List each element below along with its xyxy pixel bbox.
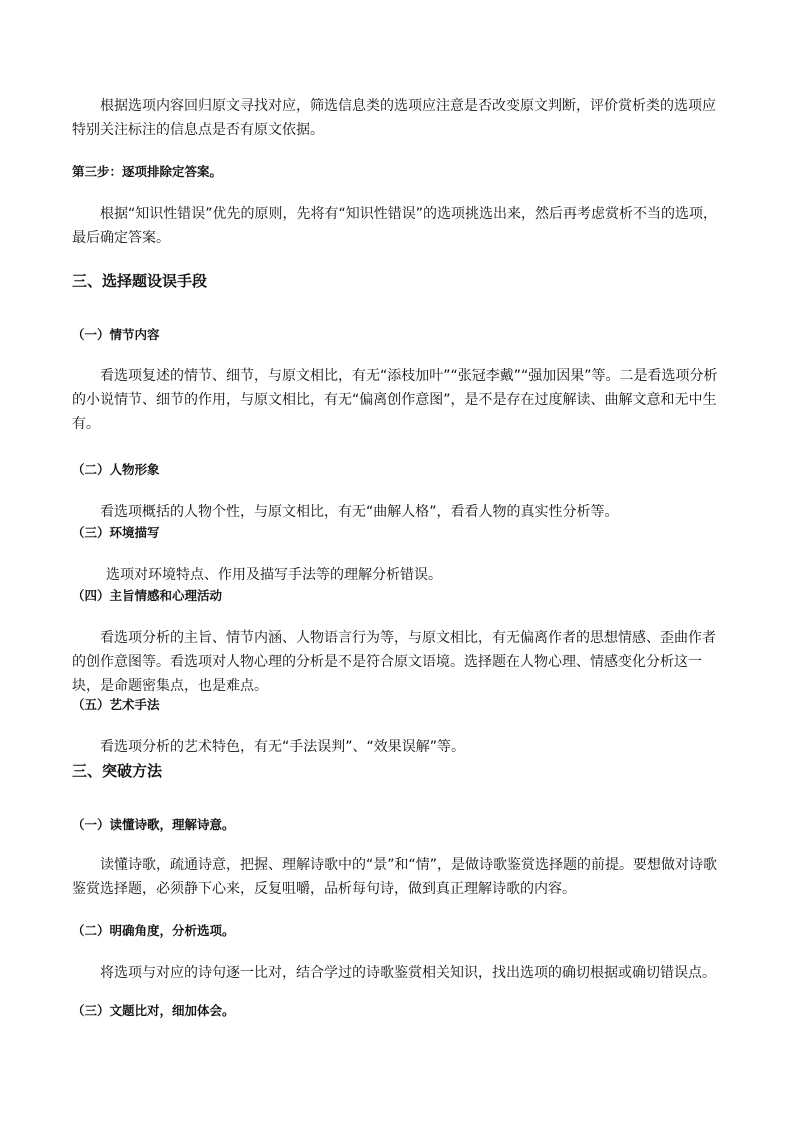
subheading-analyze-options: （二）明确角度，分析选项。	[72, 923, 235, 938]
subheading-theme-emotion: （四）主旨情感和心理活动	[72, 588, 223, 603]
subheading-plot-content: （一）情节内容	[72, 327, 160, 342]
paragraph-knowledge-errors: 根据“知识性错误”优先的原则，先将有“知识性错误”的选项挑选出来，然后再考虑赏析不当的选项，最后确定答案。	[72, 206, 718, 246]
subheading-compare-text: （三）文题比对，细加体会。	[72, 1003, 235, 1018]
paragraph-locate-options: 根据选项内容回归原文寻找对应，筛选信息类的选项应注意是否改变原文判断，评价赏析类的选项应特别关注标注的信息点是否有原文依据。	[72, 98, 716, 138]
paragraph-analyze-options: 将选项与对应的诗句逐一比对，结合学过的诗歌鉴赏相关知识，找出选项的确切根据或确切错误点。	[100, 965, 716, 981]
paragraph-environment: 选项对环境特点、作用及描写手法等的理解分析错误。	[106, 567, 442, 583]
section-heading-error-methods: 三、选择题设误手段	[72, 272, 208, 290]
subheading-character-image: （二）人物形象	[72, 462, 160, 477]
paragraph-artistic-technique: 看选项分析的艺术特色，有无“手法误判”、“效果误解”等。	[100, 739, 466, 755]
paragraph-theme-emotion-line1: 看选项分析的主旨、情节内涵、人物语言行为等，与原文相比，有无偏离作者的思想情感、歪曲作者	[100, 630, 716, 646]
paragraph-plot-content: 看选项复述的情节、细节，与原文相比，有无“添枝加叶”“张冠李戴”“强加因果”等。二是看选项分析的小说情节、细节的作用，与原文相比，有无“偏离创作意图”，是不是存在过度解读、曲解文意和无中生有。	[72, 368, 718, 432]
section-heading-breakthrough: 三、突破方法	[72, 762, 163, 780]
paragraph-character-image: 看选项概括的人物个性，与原文相比，有无“曲解人格”，看看人物的真实性分析等。	[100, 504, 619, 520]
paragraph-theme-emotion-rest: 的创作意图等。看选项对人物心理的分析是不是符合原文语境。选择题在人物心理、情感变化分析这一块，是命题密集点，也是难点。	[72, 654, 702, 694]
paragraph-understand-poem: 读懂诗歌，疏通诗意，把握、理解诗歌中的“景”和“情”，是做诗歌鉴赏选择题的前提。要想做对诗歌鉴赏选择题，必须静下心来，反复咀嚼，品析每句诗，做到真正理解诗歌的内容。	[72, 857, 718, 897]
subheading-environment: （三）环境描写	[72, 525, 160, 540]
subheading-artistic-technique: （五）艺术手法	[72, 697, 160, 712]
step-three-heading: 第三步：逐项排除定答案。	[72, 164, 223, 179]
subheading-understand-poem: （一）读懂诗歌，理解诗意。	[72, 817, 235, 832]
